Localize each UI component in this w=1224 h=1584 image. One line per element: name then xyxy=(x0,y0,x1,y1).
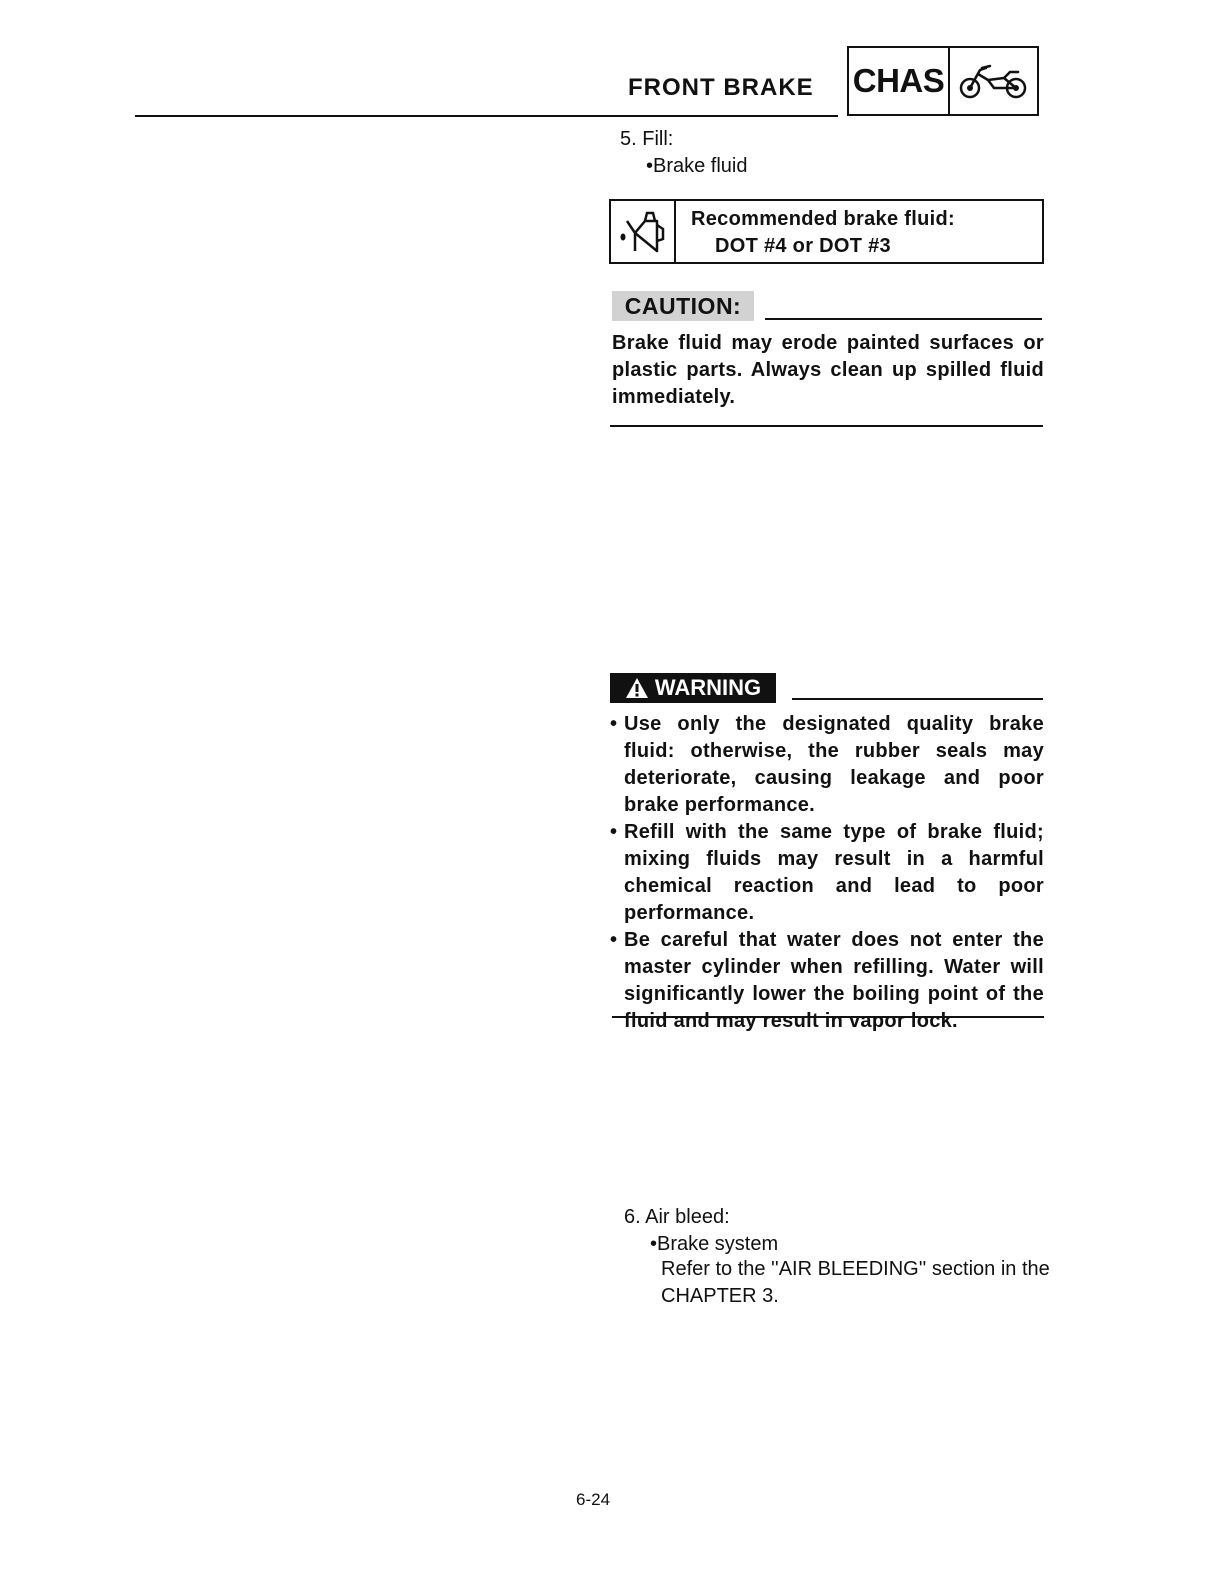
caution-label: CAUTION: xyxy=(612,291,754,321)
page-number: 6-24 xyxy=(576,1490,611,1509)
warning-triangle-icon xyxy=(625,677,649,699)
spec-value: DOT #4 or DOT #3 xyxy=(715,235,891,257)
section-tag-box xyxy=(847,46,1039,116)
caution-text: Brake fluid may erode painted surfaces or plastic parts. Always clean up spilled fluid immediately. xyxy=(612,332,1044,408)
warning-label-box xyxy=(610,673,776,703)
step-6-reference-line-1: Refer to the ''AIR BLEEDING'' section in the xyxy=(661,1258,1050,1280)
page-title: FRONT BRAKE xyxy=(628,74,814,101)
step-6-label: 6. Air bleed: xyxy=(624,1206,730,1228)
step-5-label: 5. Fill: xyxy=(620,128,674,150)
step-6-reference-line-2: CHAPTER 3. xyxy=(661,1285,779,1307)
oil-can-icon xyxy=(611,201,676,262)
warning-item: • Use only the designated quality brake fluid: otherwise, the rubber seals may deteriorate, causing leakage and poor brake performance. xyxy=(610,711,1044,819)
warning-item: • Refill with the same type of brake fluid; mixing fluids may result in a harmful chemical reaction and lead to poor performance. xyxy=(610,819,1044,927)
caution-rule xyxy=(765,318,1042,320)
spec-box xyxy=(609,199,1044,264)
warning-list xyxy=(610,711,1044,1035)
motorcycle-icon xyxy=(950,48,1037,114)
step-6-reference xyxy=(661,1256,1061,1310)
warning-label: WARNING xyxy=(654,675,762,700)
warning-item: • Be careful that water does not enter the master cylinder when refilling. Water will significantly lower the boiling point of the fluid and may result in vapor lock. xyxy=(610,927,1044,1035)
section-tag: CHAS xyxy=(849,48,950,114)
step-5-item: •Brake fluid xyxy=(646,155,748,177)
warning-rule xyxy=(792,698,1043,700)
warning-end-rule xyxy=(612,1016,1044,1018)
step-6-item: •Brake system xyxy=(650,1233,779,1255)
header-rule xyxy=(135,115,838,117)
caution-end-rule xyxy=(610,425,1043,427)
spec-title: Recommended brake fluid: xyxy=(691,208,955,230)
